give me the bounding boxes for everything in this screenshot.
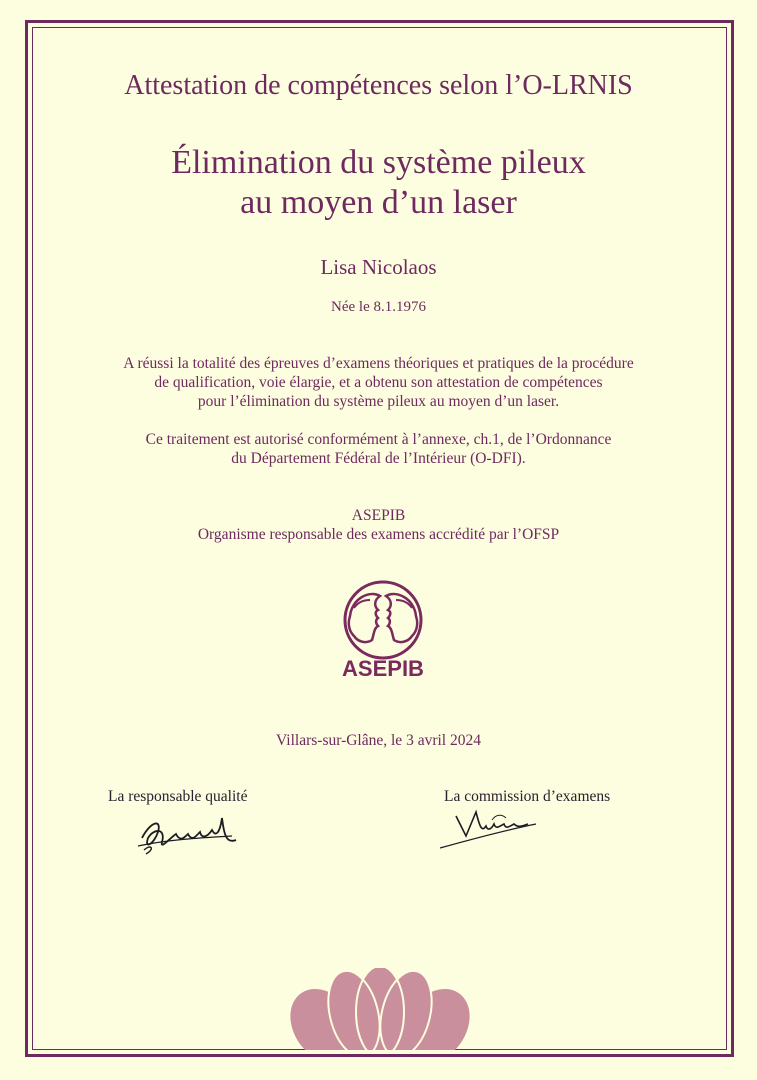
exam-commission-label: La commission d’examens bbox=[444, 788, 611, 805]
achievement-paragraph bbox=[0, 354, 757, 411]
quality-manager-label: La responsable qualité bbox=[108, 788, 248, 805]
organization-name: ASEPIB bbox=[351, 507, 406, 524]
paragraph-line: de qualification, voie élargie, et a obtenu son attestation de compétences bbox=[154, 374, 603, 391]
organization-block bbox=[0, 506, 757, 544]
signature-left bbox=[136, 808, 244, 862]
asepib-logo bbox=[330, 578, 436, 682]
decorative-flower bbox=[280, 968, 480, 1050]
subtitle-line-2: au moyen d’un laser bbox=[240, 184, 517, 221]
organization-description: Organisme responsable des examens accrédité par l’OFSP bbox=[197, 526, 560, 543]
paragraph-line: A réussi la totalité des épreuves d’examens théoriques et pratiques de la procédure bbox=[123, 355, 634, 372]
paragraph-line: Ce traitement est autorisé conformément à l’annexe, ch.1, de l’Ordonnance bbox=[145, 431, 612, 448]
logo-text: ASEPIB bbox=[342, 656, 424, 681]
subtitle-line-1: Élimination du système pileux bbox=[171, 144, 586, 181]
certificate-title: Attestation de compétences selon l’O-LRNIS bbox=[124, 70, 633, 101]
recipient-name: Lisa Nicolaos bbox=[320, 255, 437, 279]
paragraph-line: pour l’élimination du système pileux au moyen d’un laser. bbox=[197, 393, 560, 410]
authorization-paragraph bbox=[0, 430, 757, 468]
certificate-subtitle bbox=[0, 143, 757, 223]
signature-right bbox=[436, 806, 540, 854]
paragraph-line: du Département Fédéral de l’Intérieur (O-DFI). bbox=[231, 450, 526, 467]
place-and-date: Villars-sur-Glâne, le 3 avril 2024 bbox=[276, 732, 481, 749]
birth-date: Née le 8.1.1976 bbox=[331, 299, 426, 315]
